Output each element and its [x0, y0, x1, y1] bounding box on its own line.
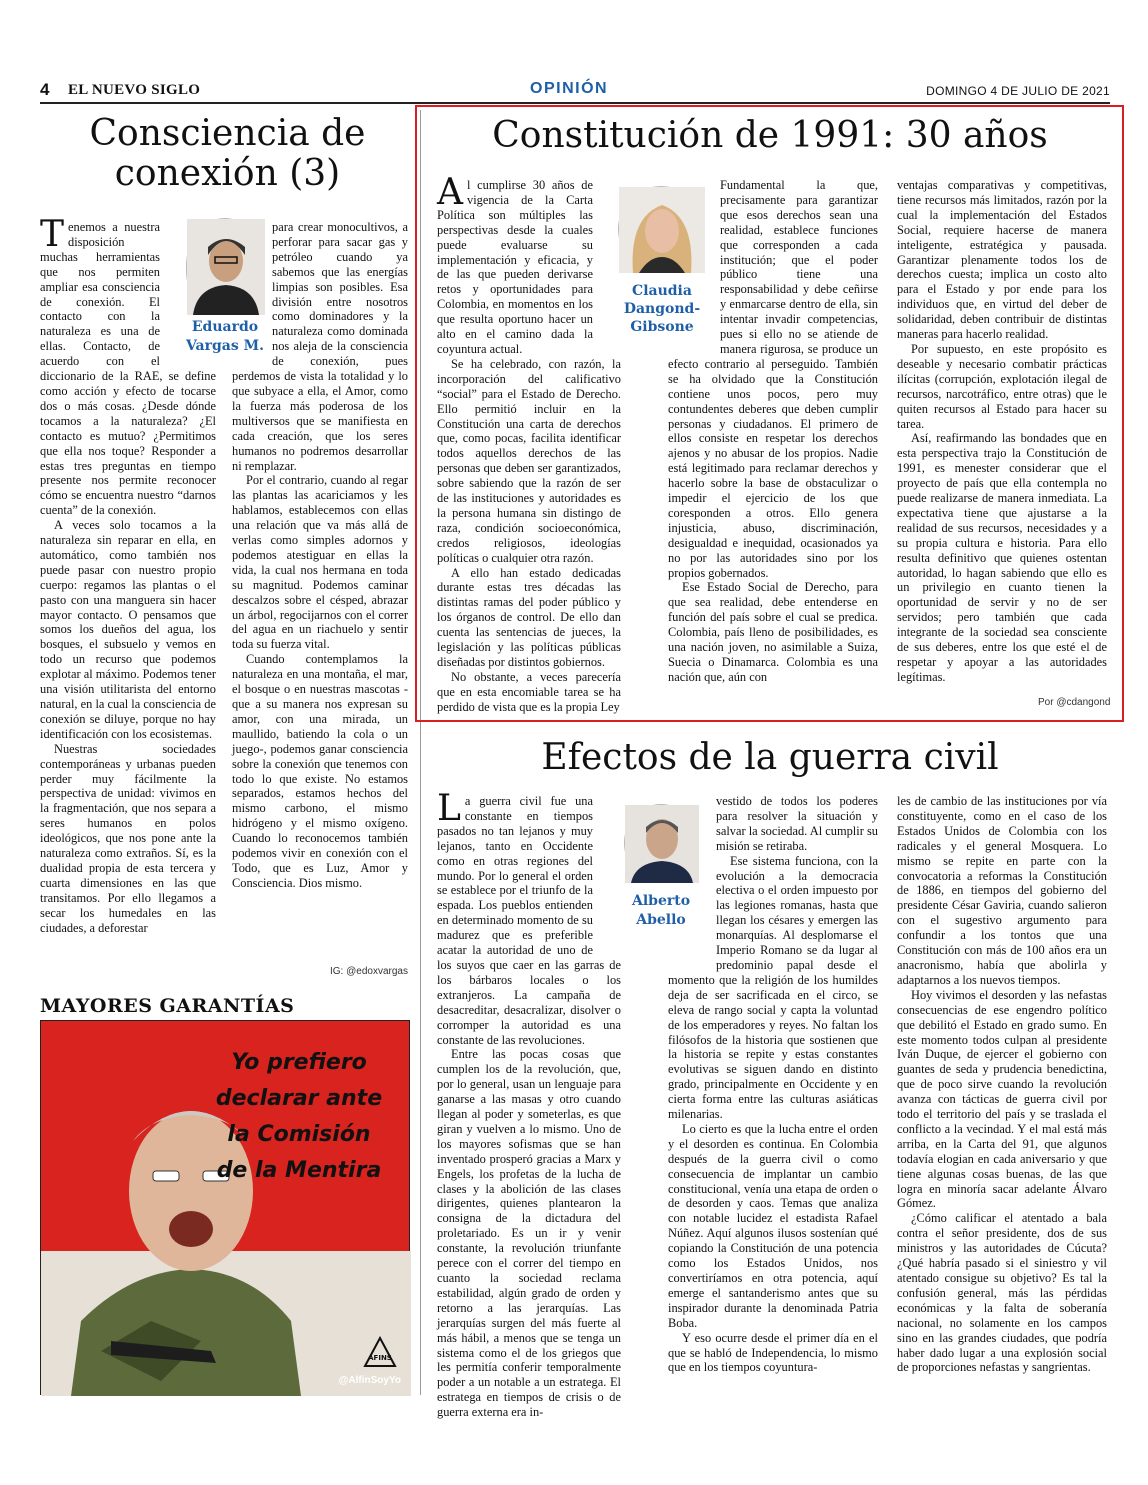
article-column-2	[668, 794, 878, 1396]
svg-text:AFINS: AFINS	[368, 1354, 392, 1362]
section-title: OPINIÓN	[530, 80, 609, 97]
author-name: Alberto Abello	[631, 893, 691, 928]
paragraph: Entre las pocas cosas que cumplen los de la revolución, que, por lo general, usan un lenguaje para ganarse a las masas y otro cuando llegan al poder y someterlas, es que giran y vuelven a lo mismo. Uno de los mayores sofismas que se han inventado prosperó gracias a Marx y Engels, los profetas de la lucha de clases y la abolición de las clases dirigentes, quienes plantearon la consigna de la dictadura del proletariado. Es un ir y venir constante, la revolución triunfante perece con el correr del tiempo en cuanto la sociedad reclama estabilidad, algún grado de orden y retorno a las jerarquías. Las jerarquías surgen del más fuerte al más hábil, a menos que se tenga un sistema como el de los griegos que les permitía conferir temporalmente poder a un notable a un estratega. El estratega en tiempos de crisis o de guerra externa era in-	[437, 1047, 621, 1420]
paragraph: vestido de todos los poderes para resolver la situación y salvar la sociedad. Al cumplir su misión se retiraba.	[716, 794, 878, 853]
drop-cap: L	[437, 788, 461, 829]
page-number: 4	[40, 80, 50, 99]
article-title: Constitución de 1991: 30 años	[492, 115, 1048, 156]
paragraph: Por supuesto, en este propósito es deseable y necesario combatir prácticas ilícitas (corrupción, explotación ilegal de recursos, narcotráfico, entre otras) que le quiten recursos al Estado para hacer su tarea.	[897, 341, 1107, 431]
paragraph: Cuando contemplamos la naturaleza en una montaña, el mar, el bosque o en nuestras mascotas -que a su manera nos expresan su amor, con una mirada, un maullido, batiendo la cola o un juego-, podemos ganar consciencia sobre la conexión que tenemos con todo lo que existe. No estamos separados, estamos hechos del mismo carbono, el mismo hidrógeno y el mismo oxígeno. Cuando lo reconocemos también podemos vivir en conexión con el Todo, que es Luz, Amor y Consciencia. Dios mismo.	[232, 652, 408, 890]
article-column-1	[40, 214, 216, 978]
author-handle: Por @cdangond	[1038, 697, 1111, 708]
drop-cap: A	[437, 172, 463, 213]
author-handle: IG: @edoxvargas	[330, 966, 408, 977]
paragraph: Al cumplirse 30 años de vigencia de la Carta Política son múltiples las perspectivas desde la cuales puede evaluarse su implementación y eficacia, y de las que pueden derivarse retos y oportunidades para Colombia, en momentos en los que resulta oportuno hacer un alto en el camino dada la coyuntura actual.	[437, 172, 593, 356]
paragraph: Lo cierto es que la lucha entre el orden y el desorden es continua. En Colombia después de la guerra civil o como consecuencia de implantar un cambio constitucional, venía una etapa de orden o de desorden y caos. Temas que analiza con notable lucidez el estadista Rafael Núñez. Aquí algunos ilusos sostenían qué copiando la Constitución de una potencia como los Estados Unidos, nos convertiríamos en otra potencia, aquí emerge el santanderismo antes que su inspirador durante la denominada Patria Boba.	[668, 1121, 878, 1330]
drop-cap: T	[40, 214, 65, 255]
paragraph: La guerra civil fue una constante en tiempos pasados no tan lejanos y muy lejanos, tanto en Occidente como en otras regiones del mundo. Por lo general el orden se establece por el triunfo de la espada. Los pueblos entienden en determinado momento de su madurez que es preferible acatar la autoridad de uno de los suyos que caer en las garras de los bárbaros locales o los extranjeros. La campaña de desacreditar, desacralizar, disolver o corromper la autoridad es una constante de las revoluciones.	[437, 788, 621, 1047]
cartoon-caption: Yo prefiero declarar ante la Comisión de la Mentira	[215, 1050, 383, 1183]
article-title: Consciencia de conexión (3)	[89, 113, 366, 195]
paragraph: para crear monocultivos, a perforar para sacar gas y petróleo cuando ya sabemos que las energías limpias son posibles. Esa división entre nosotros como dominadores y la naturaleza como dominada nos aleja de la consciencia de conexión, pues perdemos de vista la totalidad y lo que subyace a ella, el Amor, como la fuerza más poderosa de los multiversos que se manifiesta en cada creación, que los seres humanos no podremos desarrollar ni remplazar.	[232, 220, 408, 473]
paragraph: Tenemos a nuestra disposición muchas herramientas que nos permiten ampliar esa consciencia de conexión. El contacto con la naturaleza es una de ellas. Contacto, de acuerdo con el diccionario de la RAE, se define como acción y efecto de tocarse dos o más cosas. ¿Desde dónde tocamos a la naturaleza? ¿El contacto es mutuo? ¿Permitimos que ella nos toque? Responder a estas tres preguntas en tiempo presente nos permite reconocer cómo se encuentra nuestro “darnos cuenta” de la conexión.	[40, 214, 216, 518]
author-name: Eduardo Vargas M.	[185, 319, 264, 354]
article-column-2	[232, 220, 408, 960]
paragraph: Se ha celebrado, con razón, la incorporación del calificativo “social” para el Estado de Derecho. Ello permitió incluir en la Constitución una carta de derechos que, como pocas, facilita identificar todos aquellos derechos de las personas que deben ser garantizados, sobre sabiendo que la razón de ser de las instituciones y autoridades es la persona humana sin distingo de raza, condición socioeconómica, credos religiosos, ideologías políticas o cualquier otra razón.	[437, 356, 621, 565]
paragraph: Ese sistema funciona, con la evolución a la democracia electiva o el orden impuesto por las legiones romanas, hasta que llegan los césares y emergen las monarquías. Al desplomarse el Imperio Romano se da lugar al predominio papal desde el momento que la religión de los humildes deja de ser sacrificada en el circo, se eleva de rango social y capta la voluntad de los emperadores y reyes. No faltan los filósofos de la historia que sostienen que la historia se repite y estas constantes evolutivas se siguen dando en distinto grado, principalmente en Occidente y en cierta forma entre las culturas asiáticas milenarias.	[668, 853, 878, 1122]
paragraph: Por el contrario, cuando al regar las plantas las acariciamos y les hablamos, establecemos con ellas una relación que va más allá de verlas como simples adornos y podemos atestiguar en ellas la vida, la cual nos hermana en toda su magnitud. Podemos caminar descalzos sobre el césped, abrazar un árbol, regocijarnos con el correr del agua en un riachuelo y sentir toda su fuerza vital.	[232, 473, 408, 652]
paragraph: A veces solo tocamos a la naturaleza sin reparar en ella, en automático, como también nos puede pasar con nuestro propio cuerpo: regamos las plantas o el pasto con una manguera sin hacer mayor contacto. O pensamos que somos los dueños del agua, los bosques, el subsuelo y vemos en todo un recurso que podemos explotar al máximo. Podemos tener una visión utilitarista del entorno natural, en la cual la consciencia de conexión se diluye, porque no hay identificación con los ecosistemas.	[40, 518, 216, 741]
article-column-3	[897, 178, 1107, 693]
paragraph: Nuestras sociedades contemporáneas y urbanas pueden perder muy fácilmente la perspectiva de unidad: vivimos en la fragmentación, que nos separa a seres humanos en polos ideológicos, que nos pone ante la naturaleza como extraños. Sí, es la dualidad propia de esta tercera y cuarta dimensiones en las que transitamos. Por ello llegamos a secar los humedales en las ciudades, a deforestar	[40, 741, 216, 935]
paragraph: ¿Cómo calificar el atentado a bala contra el señor presidente, dos de sus ministros y las autoridades de Cúcuta? ¿Qué habría pasado si el siniestro y vil atentado consigue su objetivo? Es tal la confusión general, más las pérdidas económicas y la falta de soberanía nacional, no solamente en los campos sino en las grandes ciudades, que podría haber dado lugar a una explosión social de proporciones nefastas y sangrientas.	[897, 1211, 1107, 1375]
issue-date: DOMINGO 4 DE JULIO DE 2021	[926, 84, 1110, 98]
cartoonist-logo-icon	[363, 1336, 397, 1368]
paragraph: A ello han estado dedicadas durante estas tres décadas las distintas ramas del poder público y los órganos de control. De ello dan cuenta las sentencias de jueces, la legislación y las políticas públicas diseñadas por distintos gobiernos.	[437, 565, 621, 669]
paragraph: Ese Estado Social de Derecho, para que sea realidad, debe entenderse en función del país sobre el cual se predica. Colombia, país lleno de posibilidades, es una nación joven, no asimilable a Suiza, Suecia o Dinamarca. Colombia es una nación que, aún con	[668, 580, 878, 684]
page-header	[40, 80, 1110, 104]
paragraph: No obstante, a veces parecería que en esta encomiable tarea se ha perdido de vista que es la propia Ley	[437, 669, 621, 714]
article-title: Efectos de la guerra civil	[541, 737, 999, 778]
newspaper-name: EL NUEVO SIGLO	[68, 82, 201, 98]
paragraph: Y eso ocurre desde el primer día en el que se habló de Independencia, lo mismo que en los tiempos coyuntura-	[668, 1330, 878, 1375]
paragraph: ventajas comparativas y competitivas, tiene recursos más limitados, razón por la cual la implementación del Estados Social, requiere hacerse de manera inteligente, estratégica y pausada. Garantizar plenamente todos los de derechos cuesta; implica un costo alto para el Estado y por ende para los individuos que, en virtud del deber de solidaridad, deben contribuir de distintas maneras para hacerlo realidad.	[897, 178, 1107, 342]
article-column-2	[668, 178, 878, 708]
article-column-1	[437, 172, 621, 714]
paragraph: Fundamental la que, precisamente para garantizar que esos derechos sean una realidad, establece funciones que corresponden a cada institución; que el poder público tiene una responsabilidad y debe ceñirse y enmarcarse dentro de ella, sin intentar invadir competencias, pues si ello no se atiende de manera rigurosa, se produce un efecto contrario al perseguido. También se ha olvidado que la Constitución contiene unos pocos, pero muy contundentes deberes que deben cumplir personas y ciudadanos. El primero de ellos consiste en respetar los derechos ajenos y no abusar de los propios. Nadie está legitimado para reclamar derechos y hacerlo sobre la base de obstaculizar o impedir el ejercicio de los que coresponden a otros. Ello genera injusticia, abuso, discriminación, desigualdad e inequidad, ocasionados ya no por las autoridades sino por los propios gobernados.	[668, 178, 878, 580]
paragraph: Así, reafirmando las bondades que en esta perspectiva trajo la Constitución de 1991, es menester considerar que el proyecto de país que ella contempla no puede realizarse de manera inmediata. La expectativa tiene que ajustarse a la realidad de sus recursos, necesidades y a su propia cultura e historia. Para ello resulta definitivo que quienes ostentan autoridad, lo hagan sabiendo que ello es un privilegio en cuanto tienen la oportunidad de servir y no de ser servidos; pero también que cada integrante de la sociedad sea consciente de sus deberes, entre los que esté el de respetar y apoyar a las autoridades legítimas.	[897, 431, 1107, 684]
cartoon-heading: MAYORES GARANTÍAS	[40, 995, 295, 1017]
paragraph: Hoy vivimos el desorden y las nefastas consecuencias de ese engendro político que debilitó el Estado en grado sumo. En este momento todos culpan al presidente Iván Duque, de ejercer el gobierno con guantes de seda y prudencia benedictina, que de poco sirve cuando la revolución avanza con tácticas de guerra civil por todo el territorio del país y se traslada el conflicto a la vecindad. Y el mal está más arriba, en la Carta del 91, que algunos todavía elogian en cada aniversario y que tiene algunas cosas buenas, de las que logra en minoría sacar adelante Álvaro Gómez.	[897, 987, 1107, 1211]
author-name: Claudia Dangond-Gibsone	[623, 283, 701, 335]
paragraph: les de cambio de las instituciones por vía constituyente, como en el caso de los Estados Unidos de Colombia con los radicales y el general Mosquera. Lo mismo se repite en parte con la convocatoria a reformas la Constitución de 1886, en tiempos del gobierno del presidente César Gaviria, cuando salieron con el sugestivo argumento para confundir a los tontos que una Constitución con más de 100 años era un anacronismo, había que abolirla y adaptarnos a los nuevos tiempos.	[897, 794, 1107, 987]
editorial-cartoon	[40, 1020, 410, 1395]
article-column-1	[437, 788, 621, 1420]
cartoon-handle: @AlfinSoyYo	[338, 1375, 401, 1386]
article-column-3	[897, 794, 1107, 1396]
